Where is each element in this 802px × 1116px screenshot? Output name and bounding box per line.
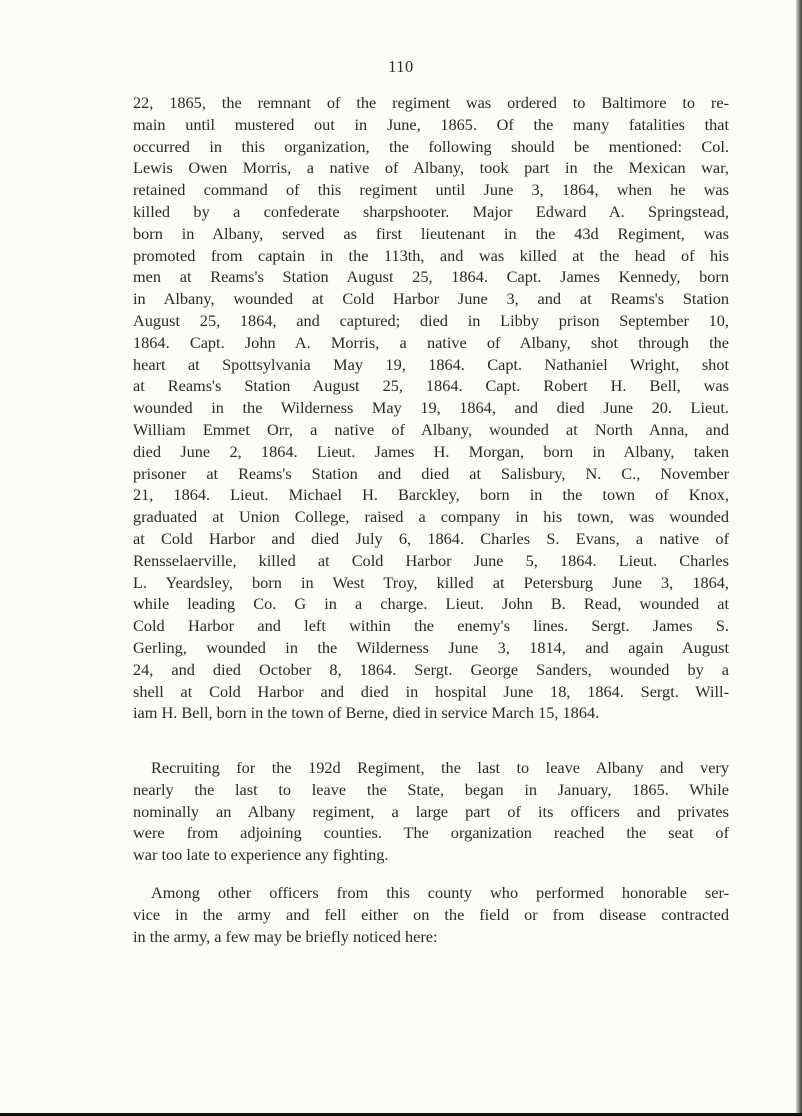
- text-line: Rensselaerville, killed at Cold Harbor June 5, 1864. Lieut. Charles: [133, 550, 729, 570]
- paragraph-regiment-fatalities: [133, 92, 729, 724]
- text-line: L. Yeardsley, born in West Troy, killed at Petersburg June 3, 1864,: [133, 572, 729, 592]
- text-line: August 25, 1864, and captured; died in Libby prison September 10,: [133, 310, 729, 330]
- text-line: vice in the army and fell either on the field or from disease contracted: [133, 904, 729, 924]
- text-line: died June 2, 1864. Lieut. James H. Morgan, born in Albany, taken: [133, 441, 729, 461]
- paragraph-192d-regiment: [133, 757, 729, 866]
- text-line: war too late to experience any fighting.: [133, 845, 389, 865]
- text-line: Lewis Owen Morris, a native of Albany, took part in the Mexican war,: [133, 158, 729, 178]
- text-line: main until mustered out in June, 1865. Of the many fatalities that: [133, 114, 729, 134]
- text-line: nearly the last to leave the State, began in January, 1865. While: [133, 779, 729, 799]
- text-line: 24, and died October 8, 1864. Sergt. George Sanders, wounded by a: [133, 659, 729, 679]
- text-line: Among other officers from this county who performed honorable ser-: [151, 883, 729, 902]
- text-line: in the army, a few may be briefly noticed here:: [133, 926, 438, 946]
- text-line: in Albany, wounded at Cold Harbor June 3, and at Reams's Station: [133, 289, 729, 309]
- text-line: wounded in the Wilderness May 19, 1864, and died June 20. Lieut.: [133, 398, 729, 418]
- text-line: at Cold Harbor and died July 6, 1864. Charles S. Evans, a native of: [133, 528, 729, 548]
- text-line: Recruiting for the 192d Regiment, the last to leave Albany and very: [151, 758, 729, 777]
- text-line: shell at Cold Harbor and died in hospital June 18, 1864. Sergt. Will-: [133, 681, 729, 701]
- text-line: retained command of this regiment until June 3, 1864, when he was: [133, 180, 729, 200]
- text-line: promoted from captain in the 113th, and was killed at the head of his: [133, 245, 729, 265]
- text-line: Cold Harbor and left within the enemy's lines. Sergt. James S.: [133, 616, 729, 636]
- paragraph-other-officers: [133, 882, 729, 947]
- text-line: born in Albany, served as first lieutenant in the 43d Regiment, was: [133, 223, 729, 243]
- text-line: at Reams's Station August 25, 1864. Capt. Robert H. Bell, was: [133, 376, 729, 396]
- text-line: nominally an Albany regiment, a large part of its officers and privates: [133, 801, 729, 821]
- text-line: 21, 1864. Lieut. Michael H. Barckley, born in the town of Knox,: [133, 485, 729, 505]
- text-line: killed by a confederate sharpshooter. Major Edward A. Springstead,: [133, 201, 729, 221]
- text-line: 22, 1865, the remnant of the regiment was ordered to Baltimore to re-: [133, 93, 729, 112]
- text-line: prisoner at Reams's Station and died at Salisbury, N. C., November: [133, 463, 729, 483]
- text-line: iam H. Bell, born in the town of Berne, died in service March 15, 1864.: [133, 703, 600, 723]
- text-line: Gerling, wounded in the Wilderness June 3, 1814, and again August: [133, 637, 729, 657]
- text-line: heart at Spottsylvania May 19, 1864. Capt. Nathaniel Wright, shot: [133, 354, 729, 374]
- text-line: 1864. Capt. John A. Morris, a native of Albany, shot through the: [133, 332, 729, 352]
- text-line: William Emmet Orr, a native of Albany, wounded at North Anna, and: [133, 419, 729, 439]
- text-line: while leading Co. G in a charge. Lieut. John B. Read, wounded at: [133, 594, 729, 614]
- page-edge-shadow: [796, 0, 802, 1116]
- text-line: were from adjoining counties. The organization reached the seat of: [133, 823, 729, 843]
- text-line: occurred in this organization, the following should be mentioned: Col.: [133, 136, 729, 156]
- text-line: men at Reams's Station August 25, 1864. Capt. James Kennedy, born: [133, 267, 729, 287]
- text-line: graduated at Union College, raised a company in his town, was wounded: [133, 507, 729, 527]
- page-number: 110: [388, 57, 414, 76]
